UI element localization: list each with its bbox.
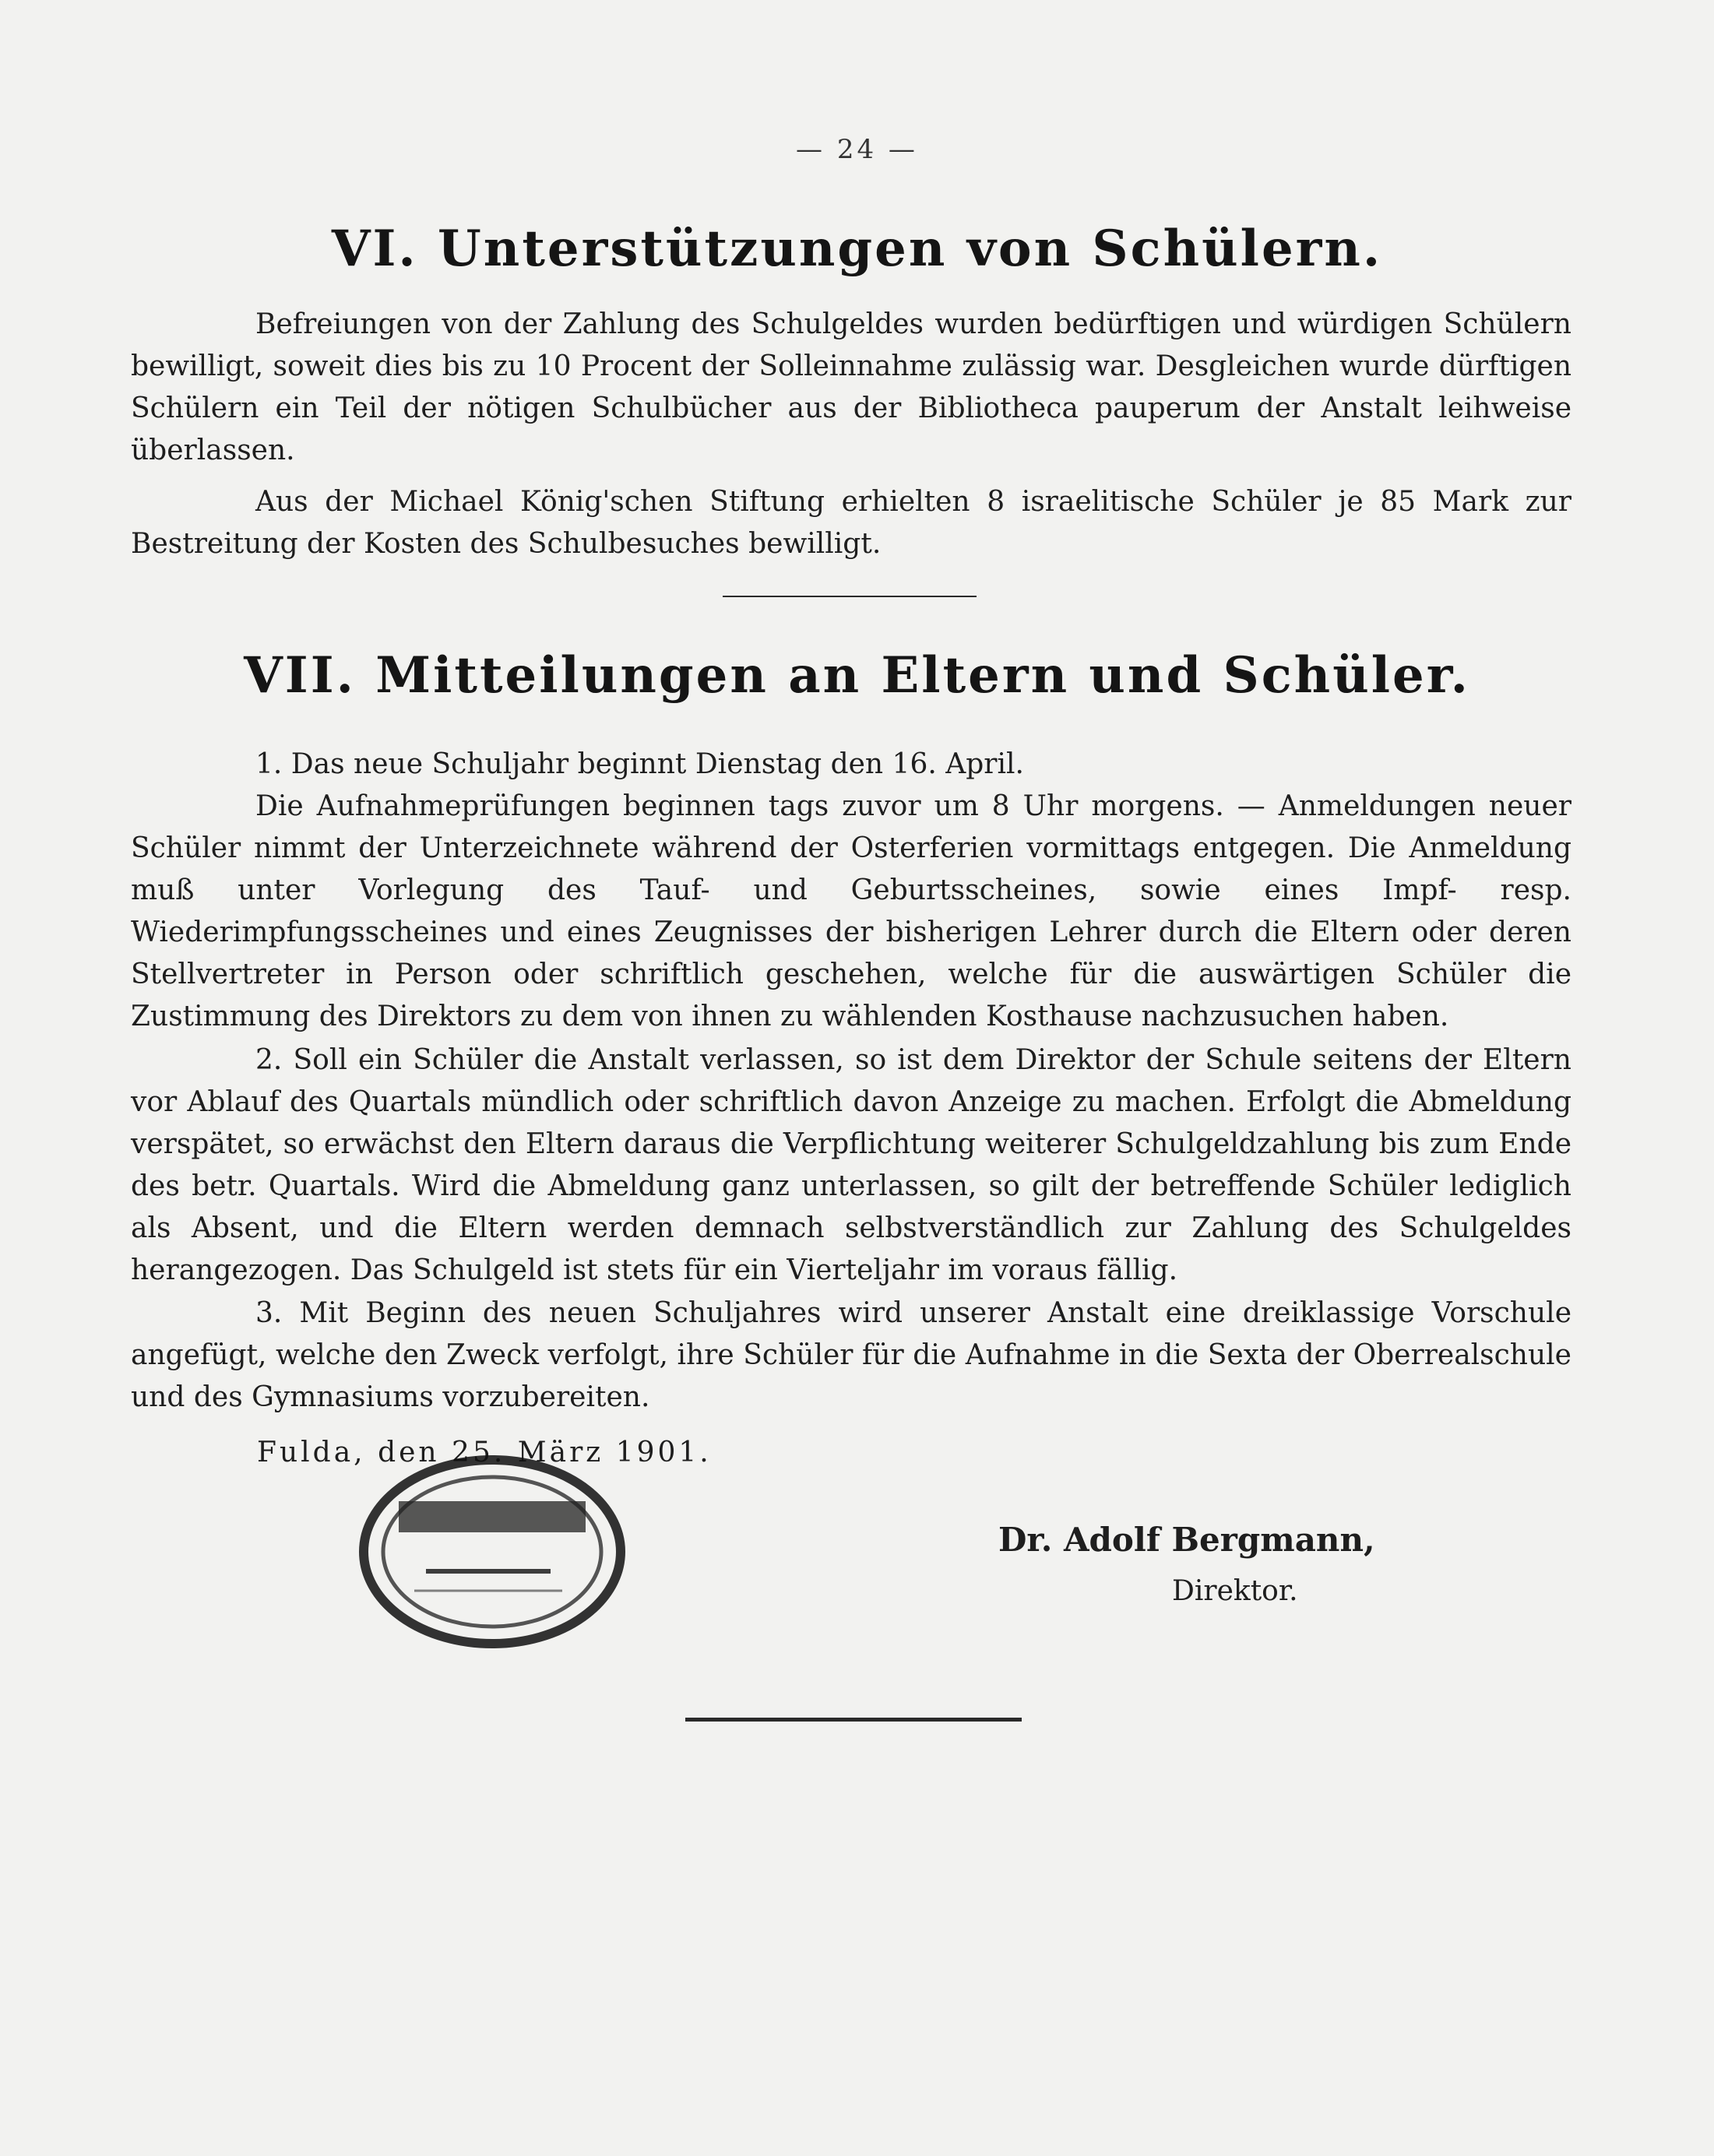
section-7-item-3: 3. Mit Beginn des neuen Schuljahres wird unserer Anstalt eine dreiklassige Vorschule angefügt, welche den Zweck verfolgt, ihre Schüler für die Aufnahme in die Sexta der Oberrealschule und des Gymnasiums vorzubereiten. [131,1297,1571,1413]
section-7-item-1: 1. Das neue Schuljahr beginnt Dienstag den 16. April. [255,748,1024,780]
date-line: Fulda, den 25. März 1901. [257,1437,712,1468]
section-divider [723,596,977,597]
section-6-paragraph-2: Aus der Michael König'schen Stiftung erhielten 8 israelitische Schüler je 85 Mark zur Bestreitung der Kosten des Schulbesuches bewilligt. [131,486,1571,560]
section-7-heading: VII. Mitteilungen an Eltern und Schüler. [244,646,1470,705]
section-6-paragraph-1: Befreiungen von der Zahlung des Schulgeldes wurden bedürftigen und würdigen Schülern bewilligt, soweit dies bis zu 10 Procent der Solleinnahme zulässig war. Desgleichen wurde dürftigen Schülern ein Teil der nötigen Schulbücher aus der Bibliotheca pauperum der Anstalt leihweise überlassen. [131,308,1571,466]
page-number: — 24 — [796,134,918,165]
signature-title: Direktor. [1172,1575,1298,1607]
signature-name: Dr. Adolf Bergmann, [998,1521,1375,1559]
section-7-item-2: 2. Soll ein Schüler die Anstalt verlassen, so ist dem Direktor der Schule seitens der Eltern vor Ablauf des Quartals mündlich oder schriftlich davon Anzeige zu machen. Erfolgt die Abmeldung verspätet, so erwächst den Eltern daraus die Verpflichtung weiterer Schulgeldzahlung bis zum Ende des betr. Quartals. Wird die Abmeldung ganz unterlassen, so gilt der betreffende Schüler lediglich als Absent, und die Eltern werden demnach selbstverständlich zur Zahlung des Schulgeldes herangezogen. Das Schulgeld ist stets für ein Vierteljahr im voraus fällig. [131,1044,1571,1286]
official-stamp-seal [352,1447,640,1649]
closing-rule [685,1718,1022,1722]
section-6-heading: VI. Unterstützungen von Schülern. [331,220,1383,278]
section-7-item-1-detail: Die Aufnahmeprüfungen beginnen tags zuvor um 8 Uhr morgens. — Anmeldungen neuer Schüler nimmt der Unterzeichnete während der Osterferien vormittags entgegen. Die Anmeldung muß unter Vorlegung des Tauf- und Geburtsscheines, sowie eines Impf- resp. Wiederimpfungsscheines und eines Zeugnisses der bisherigen Lehrer durch die Eltern oder deren Stellvertreter in Person oder schriftlich geschehen, welche für die auswärtigen Schüler die Zustimmung des Direktors zu dem von ihnen zu wählenden Kosthause nachzusuchen haben. [131,790,1571,1032]
